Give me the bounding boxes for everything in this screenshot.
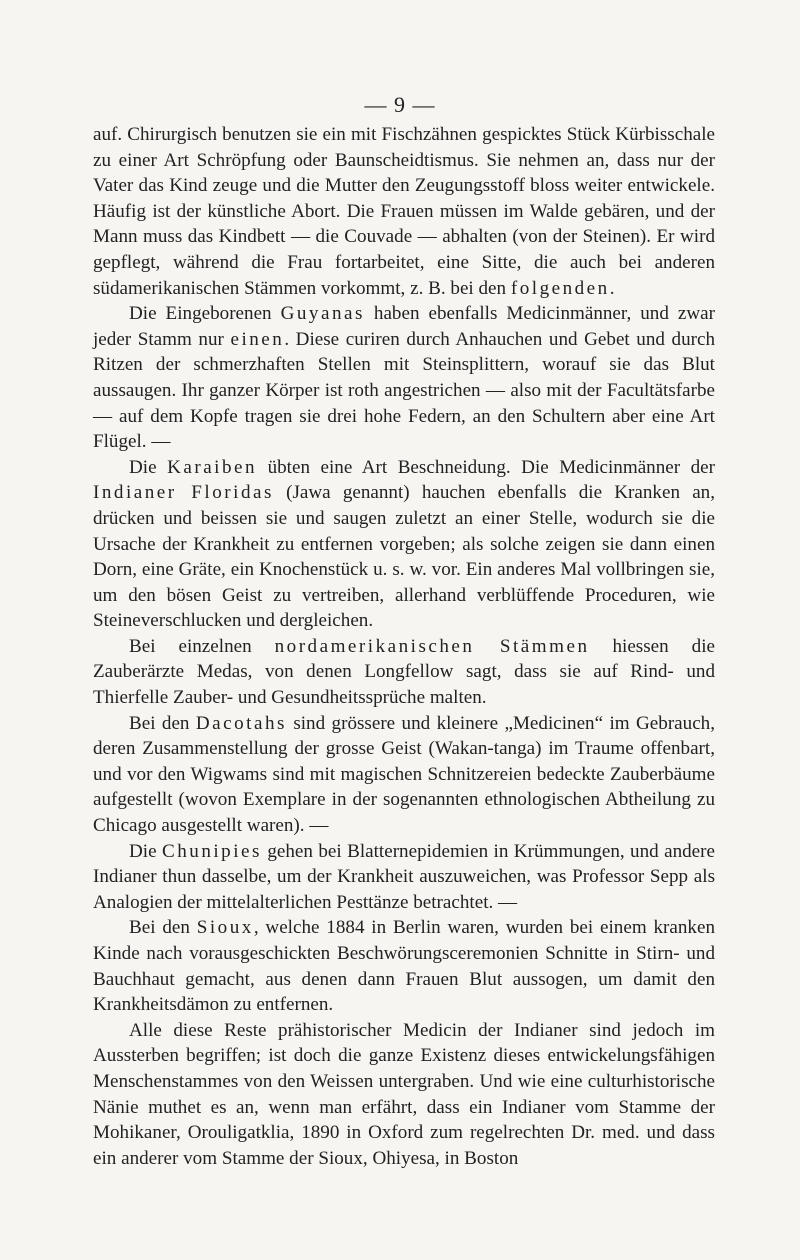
spaced-text: Dacotahs [195,712,287,734]
text-run: Alle diese Reste prähistorischer Medicin der Indianer sind jedoch im Aussterben begriffen; ist doch die ganze Existenz dieses entwickelungsfähigen Menschenstammes von den Weissen untergraben. Und wie eine culturhistorische Nänie muthet es an, wenn man erfährt, dass ein Indianer vom Stamme der Mohikaner, Orouligatklia, 1890 in Oxford zum regelrechten Dr. med. und dass ein anderer vom Stamme der Sioux, Ohiyesa, in Boston [93,1019,715,1169]
page-number: — 9 — [364,92,436,117]
text-run: übten eine Art Beschneidung. Die Medicinmänner der [257,456,715,478]
text-run: (Jawa genannt) hauchen ebenfalls die Kranken an, drücken und beissen sie und saugen zuletzt an einer Stelle, wodurch sie die Ursache der Krankheit zu entfernen vorgeben; als solche zeigen sie dann einen Dorn, eine Gräte, ein Knochenstück u. s. w. vor. Ein anderes Mal vollbringen sie, um den bösen Geist zu vertreiben, allerhand verblüffende Proceduren, wie Steineverschlucken und dergleichen. [93,482,715,632]
spaced-text: Karaiben [167,456,258,478]
text-run: auf. Chirurgisch benutzen sie ein mit Fischzähnen gespicktes Stück Kürbisschale zu einer Art Schröpfung oder Baunscheidtismus. Sie nehmen an, dass nur der Vater das Kind zeuge und die Mutter den Zeugungsstoff bloss weiter entwickele. Häufig ist der künstliche Abort. Die Frauen müssen im Walde gebären, und der Mann muss das Kindbett — die Couvade — abhalten (von der Steinen). Er wird gepflegt, während die Frau fortarbeitet, eine Sitte, die auch bei anderen südamerikanischen Stämmen vorkommt, z. B. bei den [93,124,715,299]
paragraph-2 [93,301,715,455]
text-run: Bei den [129,917,197,939]
paragraph-6 [93,839,715,916]
body-text [93,122,715,1171]
spaced-text: Sioux [196,917,254,939]
text-run: Die [129,840,162,862]
paragraph-3 [93,455,715,634]
paragraph-5 [93,711,715,839]
spaced-text: folgenden [510,277,610,299]
paragraph-7 [93,915,715,1017]
spaced-text: Guyanas [280,303,365,325]
text-run: Die [129,456,168,478]
paragraph-8 [93,1018,715,1172]
text-run: , welche 1884 in Berlin waren, wurden bei einem kranken Kinde nach vorausgeschickten Beschwörungsceremonien Schnitte in Stirn- und Bauchhaut gemacht, aus denen dann Frauen Blut aussogen, um damit den Krankheitsdämon zu entfernen. [93,917,715,1016]
text-run: . [609,277,615,299]
spaced-text: Indianer Floridas [93,482,274,504]
text-run: Bei den [129,712,196,734]
text-run: hiessen die Zauberärzte Medas, von denen Longfellow sagt, dass sie auf Rind- und Thierfelle Zauber- und Gesundheitssprüche malten. [93,635,715,709]
spaced-text: nordamerikanischen Stämmen [274,635,590,657]
spaced-text: Chunipies [161,840,262,862]
text-run: gehen bei Blatternepidemien in Krümmungen, und andere Indianer thun dasselbe, um der Krankheit auszuweichen, was Professor Sepp als Analogien der mittelalterlichen Pesttänze betrachtet. — [93,840,715,913]
text-run: Die Eingeborenen [129,303,281,325]
text-run: sind grössere und kleinere „Medicinen“ im Gebrauch, deren Zusammenstellung der grosse Geist (Wakan-tanga) im Traume offenbart, und vor den Wigwams sind mit magischen Schnitzereien bedeckte Zauberbäume aufgestellt (wovon Exemplare in der sogenannten ethnologischen Abtheilung zu Chicago ausgestellt waren). — [93,712,715,837]
paragraph-4 [93,634,715,711]
text-run: Bei einzelnen [129,635,275,657]
paragraph-1 [93,122,715,301]
text-run: haben ebenfalls Medicinmänner, und zwar jeder Stamm nur [93,303,715,350]
spaced-text: einen [230,328,285,350]
text-run: . Diese curiren durch Anhauchen und Gebet und durch Ritzen der schmerzhaften Stellen mit Steinsplittern, worauf sie das Blut aussaugen. Ihr ganzer Körper ist roth angestrichen — also mit der Facultätsfarbe — auf dem Kopfe tragen sie drei hohe Federn, an den Schultern aber eine Art Flügel. — [93,328,715,453]
